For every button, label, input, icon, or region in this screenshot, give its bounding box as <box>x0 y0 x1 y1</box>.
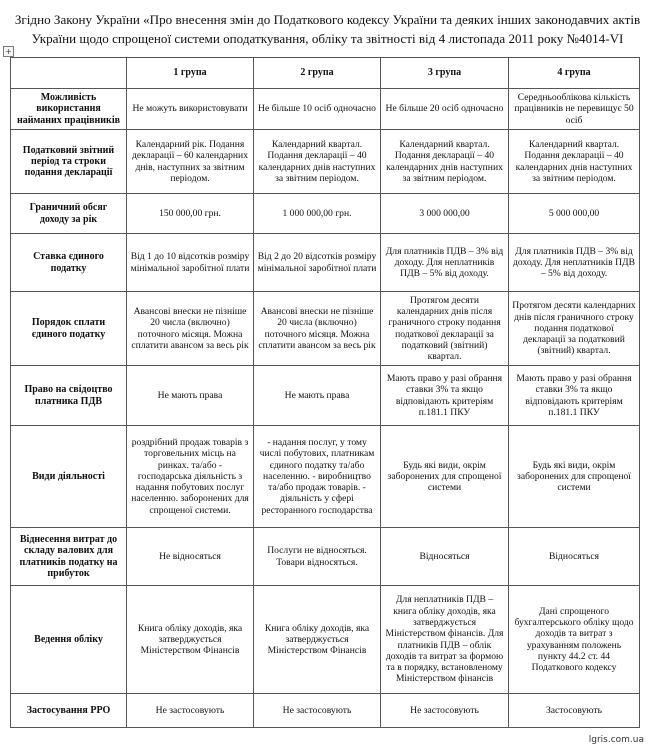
table-cell: Протягом десяти календарних днів після граничного строку подання податкової декларації за податковий (звітний) квартал. <box>381 292 509 366</box>
row-label: Віднесення витрат до складу валових для платників податку на прибуток <box>11 528 127 586</box>
table-cell: - надання послуг, у тому числі побутових, платникам єдиного податку та/або населенню. - виробництво та/або продаж товарів. - діяльність у сфері ресторанного господарства <box>254 426 381 528</box>
header-cell-group-4: 4 група <box>509 58 640 89</box>
header-cell-group-1: 1 група <box>127 58 254 89</box>
header-row <box>11 58 640 89</box>
table-row <box>11 426 640 528</box>
table-cell: Від 1 до 10 відсотків розміру мінімальної заробітної плати <box>127 234 254 292</box>
table-row <box>11 694 640 728</box>
table-cell: Авансові внески не пізніше 20 числа (включно) поточного місяця. Можна сплатити авансом за весь рік <box>127 292 254 366</box>
table-cell: Середньооблікова кількість працівників не перевищує 50 осіб <box>509 89 640 130</box>
table-cell: Відносяться <box>381 528 509 586</box>
table-cell: Дані спрощеного бухгалтерського обліку щодо доходів та витрат з урахуванням положень пункту 44.2 ст. 44 Податкового кодексу <box>509 586 640 694</box>
watermark: lgris.com.ua <box>588 735 644 745</box>
table-cell: Від 2 до 20 відсотків розміру мінімальної заробітної плати <box>254 234 381 292</box>
move-handle-icon[interactable]: + <box>3 46 14 57</box>
table-cell: Не мають права <box>254 366 381 426</box>
row-label: Можливість використання найманих працівників <box>11 89 127 130</box>
row-label: Застосування РРО <box>11 694 127 728</box>
table-row <box>11 130 640 194</box>
table-cell: Не більше 10 осіб одночасно <box>254 89 381 130</box>
table-cell: Календарний квартал. Подання декларації – 40 календарних днів наступних за звітним періодом. <box>381 130 509 194</box>
table-row <box>11 292 640 366</box>
table-cell: Не більше 20 осіб одночасно <box>381 89 509 130</box>
row-label: Податковий звітний період та строки подання декларації <box>11 130 127 194</box>
table-cell: Відносяться <box>509 528 640 586</box>
table-cell: 3 000 000,00 <box>381 194 509 234</box>
row-label: Види діяльності <box>11 426 127 528</box>
table-row <box>11 234 640 292</box>
table-cell: Для платників ПДВ – 3% від доходу. Для неплатників ПДВ – 5% від доходу. <box>509 234 640 292</box>
table-cell: роздрібний продаж товарів з торговельних місць на ринках. та/або - господарська діяльність з надання побутових послуг населенню. заборонених для спрощеної системи. <box>127 426 254 528</box>
table-cell: Мають право у разі обрання ставки 3% та якщо відповідають критеріям п.181.1 ПКУ <box>381 366 509 426</box>
row-label: Ведення обліку <box>11 586 127 694</box>
table-cell: 150 000,00 грн. <box>127 194 254 234</box>
header-cell-group-2: 2 група <box>254 58 381 89</box>
table-cell: Календарний квартал. Подання декларації – 40 календарних днів наступних за звітним періодом. <box>509 130 640 194</box>
table-cell: Не застосовують <box>127 694 254 728</box>
table-row <box>11 89 640 130</box>
table-cell: Для платників ПДВ – 3% від доходу. Для неплатників ПДВ – 5% від доходу. <box>381 234 509 292</box>
header-cell-group-3: 3 група <box>381 58 509 89</box>
table-cell: Мають право у разі обрання ставки 3% та якщо відповідають критеріям п.181.1 ПКУ <box>509 366 640 426</box>
tax-groups-table <box>10 57 640 728</box>
table-cell: Книга обліку доходів, яка затверджується Міністерством Фінансів <box>254 586 381 694</box>
table-cell: Застосовують <box>509 694 640 728</box>
header-cell-empty <box>11 58 127 89</box>
table-row <box>11 194 640 234</box>
table-cell: Не можуть використовувати <box>127 89 254 130</box>
table-cell: Календарний рік. Подання декларації – 60 календарних днів, наступних за звітним періодом. <box>127 130 254 194</box>
table-cell: Будь які види, окрім заборонених для спрощеної системи <box>381 426 509 528</box>
table-row <box>11 366 640 426</box>
table-cell: Протягом десяти календарних днів після граничного строку подання податкової декларації за податковий (звітний) квартал. <box>509 292 640 366</box>
table-cell: Не відносяться <box>127 528 254 586</box>
table-cell: Не мають права <box>127 366 254 426</box>
table-cell: Не застосовують <box>381 694 509 728</box>
table-cell: Календарний квартал. Подання декларації – 40 календарних днів наступних за звітним періодом. <box>254 130 381 194</box>
document-title: Згідно Закону України «Про внесення змін до Податкового кодексу України та деяких інших законодавчих актів України щодо спрощеної системи оподаткування, обліку та звітності від 4 листопада 2011 року №4014-VI <box>14 12 641 46</box>
table-cell: 1 000 000,00 грн. <box>254 194 381 234</box>
row-label: Ставка єдиного податку <box>11 234 127 292</box>
table-row <box>11 586 640 694</box>
table-cell: Не застосовують <box>254 694 381 728</box>
row-label: Порядок сплати єдиного податку <box>11 292 127 366</box>
row-label: Граничний обсяг доходу за рік <box>11 194 127 234</box>
table-cell: Авансові внески не пізніше 20 числа (включно) поточного місяця. Можна сплатити авансом за весь рік <box>254 292 381 366</box>
row-label: Право на свідоцтво платника ПДВ <box>11 366 127 426</box>
table-cell: 5 000 000,00 <box>509 194 640 234</box>
table-cell: Для неплатників ПДВ – книга обліку доходів, яка затверджується Міністерством фінансів. Для платників ПДВ – облік доходів та витрат за формою та в порядку, встановленому Міністерством фінансів <box>381 586 509 694</box>
table-cell: Будь які види, окрім заборонених для спрощеної системи <box>509 426 640 528</box>
table-cell: Послуги не відносяться. Товари відносяться. <box>254 528 381 586</box>
table-row <box>11 528 640 586</box>
table-cell: Книга обліку доходів, яка затверджується Міністерством Фінансів <box>127 586 254 694</box>
